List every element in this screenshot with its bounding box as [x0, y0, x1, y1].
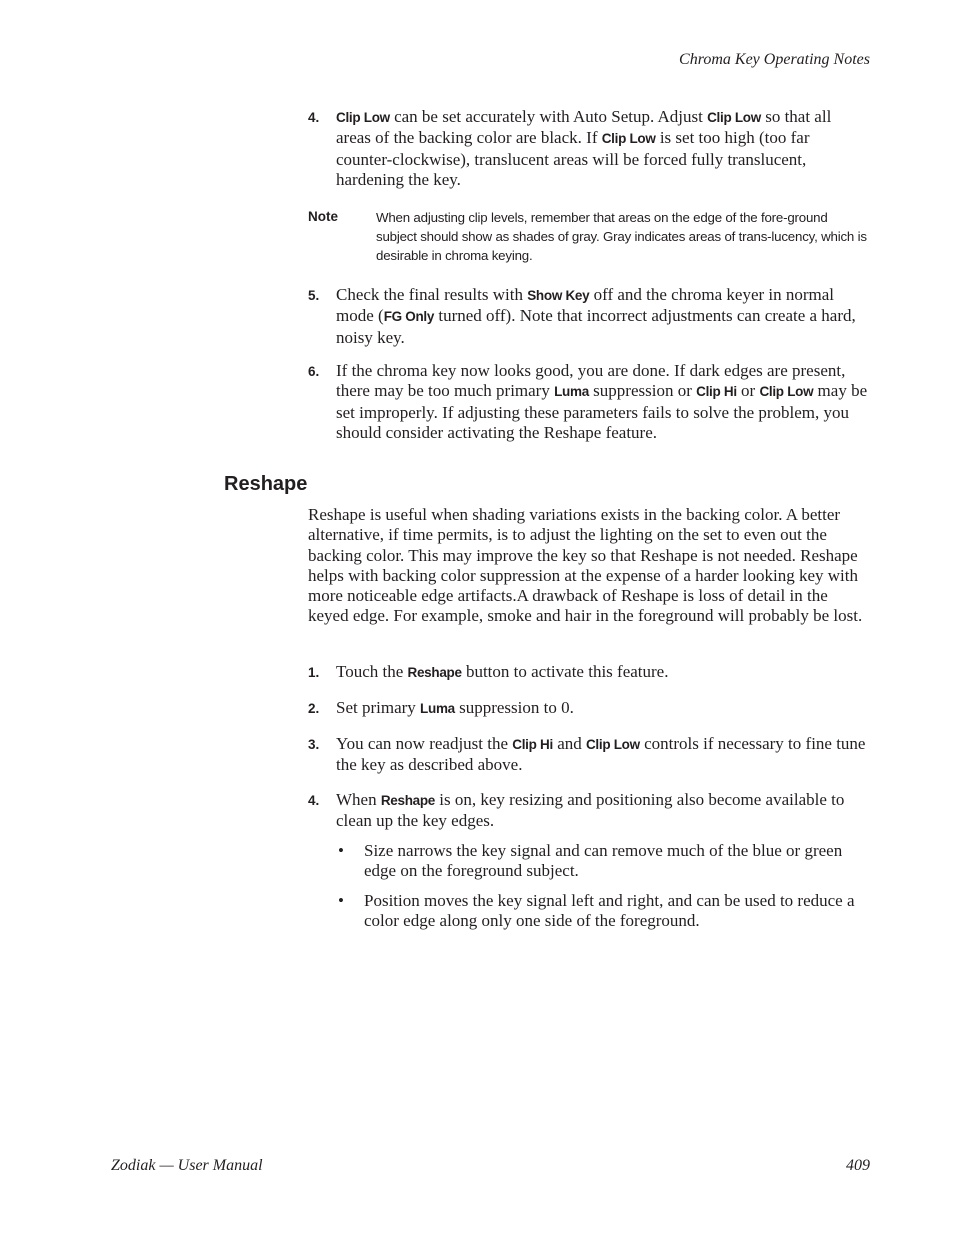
- step-number: 2.: [308, 701, 320, 716]
- reshape-step-2: [308, 698, 870, 719]
- keyword: Show Key: [527, 288, 590, 303]
- step-number: 5.: [308, 288, 320, 303]
- paragraph: Reshape is useful when shading variations exists in the backing color. A better alternative, if time permits, is to adjust the lighting on the set to even out the backing color. This may improve the key so that Reshape is not needed. Reshape helps with backing color suppression at the expense of a harder looking key with more noticeable edge artifacts.A drawback of Reshape is loss of detail in the keyed edge. For example, smoke and hair in the foreground will probably be lost.: [308, 505, 863, 626]
- step-number: 1.: [308, 665, 320, 680]
- note-label: Note: [308, 209, 338, 224]
- keyword: Clip Hi: [696, 384, 737, 400]
- text-run: so that all areas of the backing color are black. If: [336, 107, 832, 148]
- text-run: turned off). Note that incorrect adjustments can create a hard, noisy key.: [336, 306, 856, 347]
- bullet-item: [308, 841, 870, 882]
- reshape-step-3: [308, 734, 870, 776]
- keyword: Luma: [420, 701, 455, 716]
- bullet-icon: •: [338, 891, 344, 910]
- text-run: is on, key resizing and positioning also become available to clean up the key edges.: [336, 790, 845, 831]
- list-item: [308, 790, 870, 832]
- text-run: can be set accurately with Auto Setup. Adjust: [389, 107, 708, 126]
- reshape-step-1: [308, 662, 870, 683]
- list-item: [308, 662, 870, 683]
- text-run: off and the chroma keyer in normal mode (: [336, 285, 835, 326]
- step-number: 6.: [308, 364, 320, 379]
- step-number: 4.: [308, 793, 320, 808]
- keyword: FG Only: [383, 309, 435, 325]
- text-run: may be set improperly. If adjusting these parameters fails to solve the problem, you should consider activating the Reshape feature.: [336, 381, 868, 442]
- running-header: Chroma Key Operating Notes: [679, 51, 870, 68]
- step-5: [308, 285, 870, 348]
- bullet-text: Position moves the key signal left and right, and can be used to reduce a color edge along only one side of the foreground.: [364, 891, 855, 931]
- text-run: Check the final results with: [336, 285, 528, 304]
- page-number: 409: [846, 1157, 870, 1174]
- text-run: button to activate this feature.: [461, 662, 669, 681]
- text-run: controls if necessary to fine tune the key as described above.: [336, 734, 866, 775]
- reshape-step-4: [308, 790, 870, 832]
- list-item: [308, 734, 870, 776]
- text-run: Touch the: [336, 662, 408, 681]
- step-4: [308, 107, 870, 190]
- keyword: Clip Low: [759, 384, 814, 400]
- text-run: and: [552, 734, 586, 753]
- text-run: Set primary: [336, 698, 421, 717]
- reshape-intro: [308, 505, 870, 627]
- keyword: Reshape: [380, 793, 436, 808]
- keyword: Clip Low: [336, 110, 390, 125]
- list-item: [308, 285, 870, 348]
- section-heading: Reshape: [224, 473, 308, 495]
- bullet-1: [308, 841, 870, 882]
- list-item: [308, 698, 870, 719]
- text-run: is set too high (too far counter-clockwise), translucent areas will be forced fully translucent, hardening the key.: [336, 128, 810, 189]
- keyword: Clip Low: [707, 110, 761, 125]
- step-number: 4.: [308, 110, 320, 125]
- text-run: or: [736, 381, 760, 401]
- text-run: suppression to 0.: [454, 698, 574, 717]
- text-run: You can now readjust the: [336, 734, 513, 753]
- keyword: Clip Hi: [512, 737, 553, 752]
- bullet-item: [308, 891, 870, 932]
- bullet-2: [308, 891, 870, 932]
- keyword: Luma: [554, 384, 589, 400]
- footer-manual-title: Zodiak — User Manual: [111, 1157, 263, 1174]
- keyword: Reshape: [407, 665, 462, 680]
- text-run: suppression or: [588, 381, 697, 401]
- note-text: When adjusting clip levels, remember that areas on the edge of the fore-ground subject should show as shades of gray. Gray indicates areas of trans-lucency, which is desirable in chroma keying.: [376, 210, 867, 263]
- keyword: Clip Low: [601, 131, 656, 147]
- text-run: When: [336, 790, 381, 809]
- list-item: [308, 361, 870, 443]
- bullet-text: Size narrows the key signal and can remove much of the blue or green edge on the foreground subject.: [364, 841, 843, 881]
- bullet-icon: •: [338, 841, 344, 860]
- note-block: [308, 208, 868, 265]
- text-run: If the chroma key now looks good, you are done. If dark edges are present, there may be too much primary: [336, 361, 846, 401]
- step-6: [308, 361, 870, 443]
- step-number: 3.: [308, 737, 320, 752]
- keyword: Clip Low: [585, 737, 640, 752]
- list-item: [308, 107, 870, 190]
